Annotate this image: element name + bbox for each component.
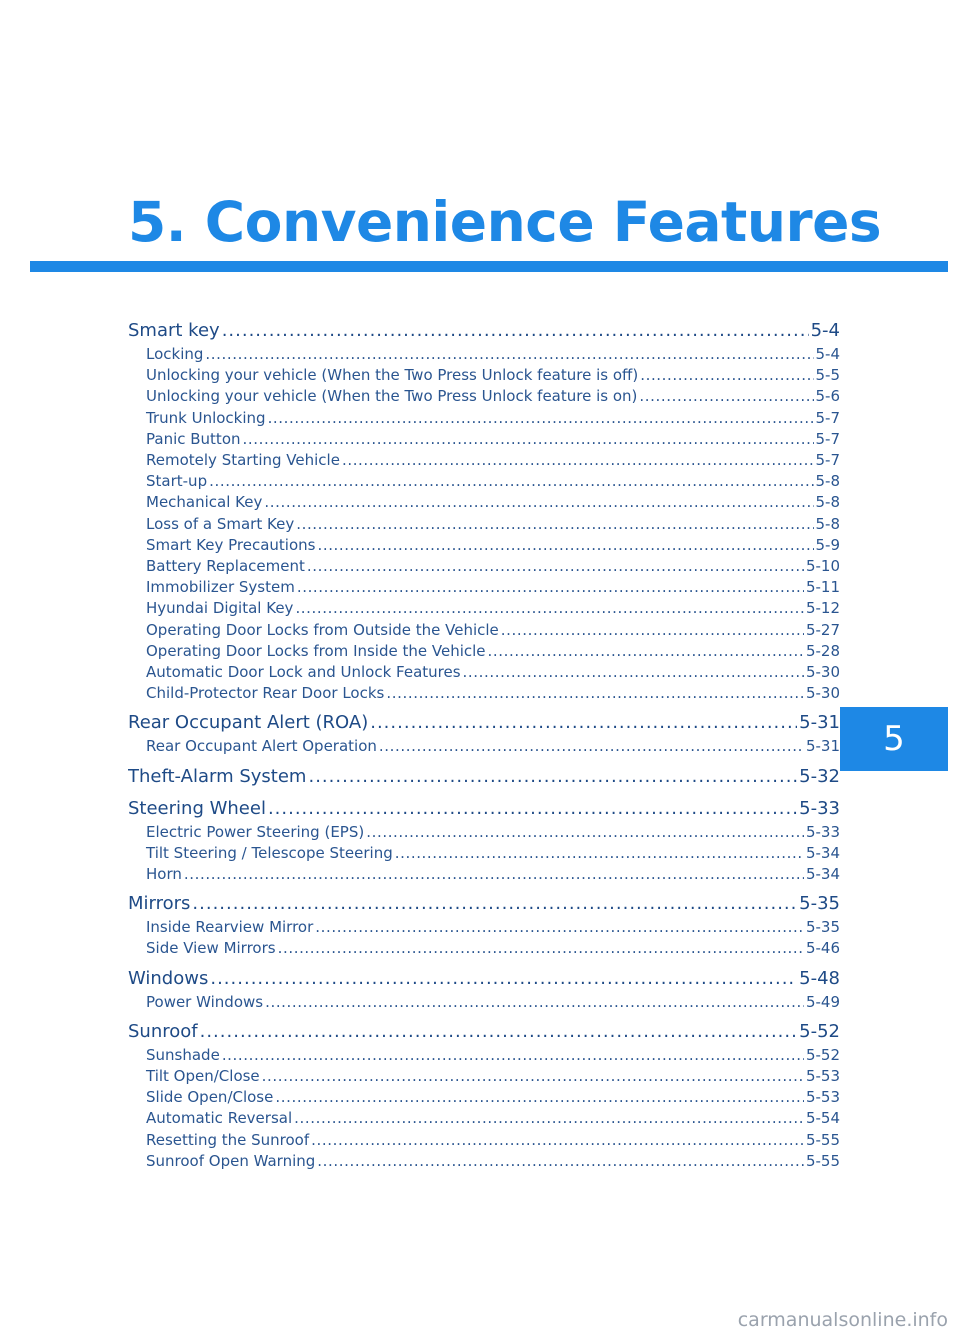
toc-entry-title: Horn: [146, 865, 182, 884]
toc-entry-page: 5-12: [805, 599, 840, 618]
toc-entry-title: Sunshade: [146, 1045, 220, 1064]
dot-leader: [294, 1108, 804, 1129]
toc-entry-page: 5-4: [815, 345, 840, 363]
toc-section-title: Sunroof: [128, 1020, 198, 1042]
dot-leader: [366, 822, 804, 843]
toc-section[interactable]: [128, 710, 840, 736]
toc-entry-title: Unlocking your vehicle (When the Two Press Unlock feature is off): [146, 366, 639, 385]
dot-leader: [488, 641, 804, 662]
toc-entry-title: Rear Occupant Alert Operation: [146, 737, 377, 756]
dot-leader: [296, 514, 813, 535]
toc-section-title: Rear Occupant Alert (ROA): [128, 712, 369, 734]
toc-section-page: 5-32: [799, 765, 840, 787]
toc-entry[interactable]: [128, 938, 840, 959]
dot-leader: [379, 736, 804, 757]
toc-section-page: 5-33: [799, 797, 840, 819]
toc-entry-page: 5-53: [805, 1088, 840, 1107]
toc-section[interactable]: [128, 966, 840, 992]
dot-leader: [268, 408, 814, 429]
toc-entry-title: Tilt Steering / Telescope Steering: [146, 843, 393, 862]
toc-section-title: Mirrors: [128, 893, 191, 915]
toc-entry[interactable]: [128, 1045, 840, 1066]
dot-leader: [262, 1066, 804, 1087]
toc-entry[interactable]: [128, 992, 840, 1013]
toc-entry-title: Smart Key Precautions: [146, 535, 316, 554]
dot-leader: [184, 864, 804, 885]
toc-entry-page: 5-52: [805, 1045, 840, 1064]
toc-entry-title: Automatic Reversal: [146, 1109, 293, 1128]
toc-entry-title: Hyundai Digital Key: [146, 599, 294, 618]
toc-entry[interactable]: [128, 365, 840, 386]
dot-leader: [639, 386, 813, 407]
toc-entry-title: Operating Door Locks from Outside the Vehicle: [146, 620, 499, 639]
dot-leader: [640, 365, 813, 386]
dot-leader: [210, 966, 797, 992]
toc-entry-page: 5-9: [815, 535, 840, 554]
dot-leader: [200, 1019, 798, 1045]
dot-leader: [264, 492, 813, 513]
dot-leader: [315, 917, 804, 938]
toc-section-page: 5-35: [799, 893, 840, 915]
toc-entry[interactable]: [128, 641, 840, 662]
toc-entry-page: 5-31: [805, 737, 840, 756]
toc-entry[interactable]: [128, 843, 840, 864]
toc-section-title: Smart key: [128, 320, 220, 341]
toc-entry-title: Tilt Open/Close: [146, 1067, 260, 1086]
toc-entry[interactable]: [128, 598, 840, 619]
toc-entry-title: Operating Door Locks from Inside the Vehicle: [146, 641, 486, 660]
toc-entry[interactable]: [128, 917, 840, 938]
toc-section-page: 5-4: [810, 320, 840, 341]
toc-entry-title: Inside Rearview Mirror: [146, 918, 314, 937]
toc-entry-page: 5-30: [805, 663, 840, 682]
toc-section-title: Windows: [128, 967, 209, 989]
dot-leader: [275, 1087, 804, 1108]
dot-leader: [307, 556, 804, 577]
toc-entry-page: 5-7: [815, 429, 840, 448]
toc-entry[interactable]: [128, 408, 840, 429]
dot-leader: [317, 535, 813, 556]
toc-entry-title: Start-up: [146, 472, 208, 491]
toc-entry[interactable]: [128, 683, 840, 704]
dot-leader: [311, 1130, 804, 1151]
toc-entry[interactable]: [128, 535, 840, 556]
toc-section-page: 5-52: [799, 1020, 840, 1042]
toc-entry[interactable]: [128, 450, 840, 471]
toc-entry[interactable]: [128, 1130, 840, 1151]
dot-leader: [463, 662, 804, 683]
toc-entry[interactable]: [128, 471, 840, 492]
toc-entry-page: 5-27: [805, 620, 840, 639]
toc-entry-title: Battery Replacement: [146, 557, 305, 576]
dot-leader: [265, 992, 804, 1013]
dot-leader: [297, 577, 804, 598]
toc-entry-title: Child-Protector Rear Door Locks: [146, 684, 385, 703]
toc-entry-title: Sunroof Open Warning: [146, 1151, 316, 1170]
toc-section[interactable]: [128, 1019, 840, 1045]
toc-entry-page: 5-49: [805, 992, 840, 1011]
toc-entry[interactable]: [128, 514, 840, 535]
toc-entry-page: 5-6: [815, 387, 840, 406]
toc-section[interactable]: [128, 318, 840, 344]
dot-leader: [222, 318, 809, 344]
toc-section[interactable]: [128, 764, 840, 790]
toc-entry-page: 5-34: [805, 865, 840, 884]
toc-entry-title: Trunk Unlocking: [146, 408, 266, 427]
toc-entry-title: Unlocking your vehicle (When the Two Press Unlock feature is on): [146, 387, 638, 406]
dot-leader: [308, 764, 797, 790]
toc-entry-page: 5-55: [805, 1151, 840, 1170]
toc-section-title: Theft-Alarm System: [128, 765, 307, 787]
dot-leader: [386, 683, 804, 704]
chapter-title: 5. Convenience Features: [128, 190, 882, 254]
toc-section-page: 5-31: [799, 712, 840, 734]
toc-entry-page: 5-54: [805, 1109, 840, 1128]
dot-leader: [243, 429, 814, 450]
toc-entry[interactable]: [128, 386, 840, 407]
dot-leader: [342, 450, 814, 471]
toc-entry[interactable]: [128, 577, 840, 598]
toc-section-page: 5-48: [799, 967, 840, 989]
toc-entry-page: 5-7: [815, 408, 840, 427]
toc-entry-page: 5-7: [815, 451, 840, 470]
chapter-tab[interactable]: [840, 707, 948, 771]
toc-section-title: Steering Wheel: [128, 797, 266, 819]
dot-leader: [501, 620, 804, 641]
chapter-tab-number: 5: [883, 719, 905, 759]
toc-entry[interactable]: [128, 864, 840, 885]
dot-leader: [295, 598, 804, 619]
toc-entry[interactable]: [128, 620, 840, 641]
toc-entry-title: Slide Open/Close: [146, 1088, 274, 1107]
title-rule: [30, 261, 948, 272]
toc-entry[interactable]: [128, 1087, 840, 1108]
toc-entry-title: Side View Mirrors: [146, 939, 276, 958]
toc-entry-title: Panic Button: [146, 429, 241, 448]
watermark: carmanualsonline.info: [737, 1309, 948, 1331]
toc-section[interactable]: [128, 891, 840, 917]
dot-leader: [209, 471, 813, 492]
toc-entry-page: 5-5: [815, 366, 840, 385]
toc-entry[interactable]: [128, 1108, 840, 1129]
table-of-contents: [128, 318, 840, 1172]
toc-entry-title: Immobilizer System: [146, 578, 295, 597]
toc-entry-page: 5-53: [805, 1067, 840, 1086]
toc-entry[interactable]: [128, 822, 840, 843]
toc-entry-title: Locking: [146, 345, 204, 363]
toc-entry-title: Resetting the Sunroof: [146, 1130, 310, 1149]
toc-entry[interactable]: [128, 492, 840, 513]
toc-entry[interactable]: [128, 1066, 840, 1087]
toc-entry-page: 5-8: [815, 472, 840, 491]
toc-section[interactable]: [128, 796, 840, 822]
toc-entry-title: Electric Power Steering (EPS): [146, 822, 365, 841]
dot-leader: [395, 843, 804, 864]
dot-leader: [205, 344, 813, 365]
toc-entry[interactable]: [128, 344, 840, 365]
dot-leader: [268, 796, 797, 822]
toc-entry-page: 5-11: [805, 578, 840, 597]
toc-entry-page: 5-30: [805, 684, 840, 703]
toc-entry-page: 5-8: [815, 514, 840, 533]
toc-entry-title: Automatic Door Lock and Unlock Features: [146, 663, 461, 682]
toc-entry-title: Remotely Starting Vehicle: [146, 451, 340, 470]
dot-leader: [192, 891, 797, 917]
dot-leader: [278, 938, 804, 959]
toc-entry-page: 5-8: [815, 493, 840, 512]
dot-leader: [370, 710, 797, 736]
dot-leader: [317, 1151, 804, 1172]
toc-entry[interactable]: [128, 1151, 840, 1172]
toc-entry-page: 5-10: [805, 557, 840, 576]
toc-entry-page: 5-55: [805, 1130, 840, 1149]
toc-entry[interactable]: [128, 736, 840, 757]
toc-entry-page: 5-46: [805, 939, 840, 958]
dot-leader: [222, 1045, 804, 1066]
toc-entry[interactable]: [128, 429, 840, 450]
toc-entry-page: 5-28: [805, 641, 840, 660]
toc-entry[interactable]: [128, 556, 840, 577]
toc-entry-title: Mechanical Key: [146, 493, 263, 512]
toc-entry-page: 5-35: [805, 918, 840, 937]
toc-entry-title: Power Windows: [146, 992, 264, 1011]
toc-entry-title: Loss of a Smart Key: [146, 514, 295, 533]
toc-entry-page: 5-34: [805, 843, 840, 862]
toc-entry[interactable]: [128, 662, 840, 683]
toc-entry-page: 5-33: [805, 822, 840, 841]
